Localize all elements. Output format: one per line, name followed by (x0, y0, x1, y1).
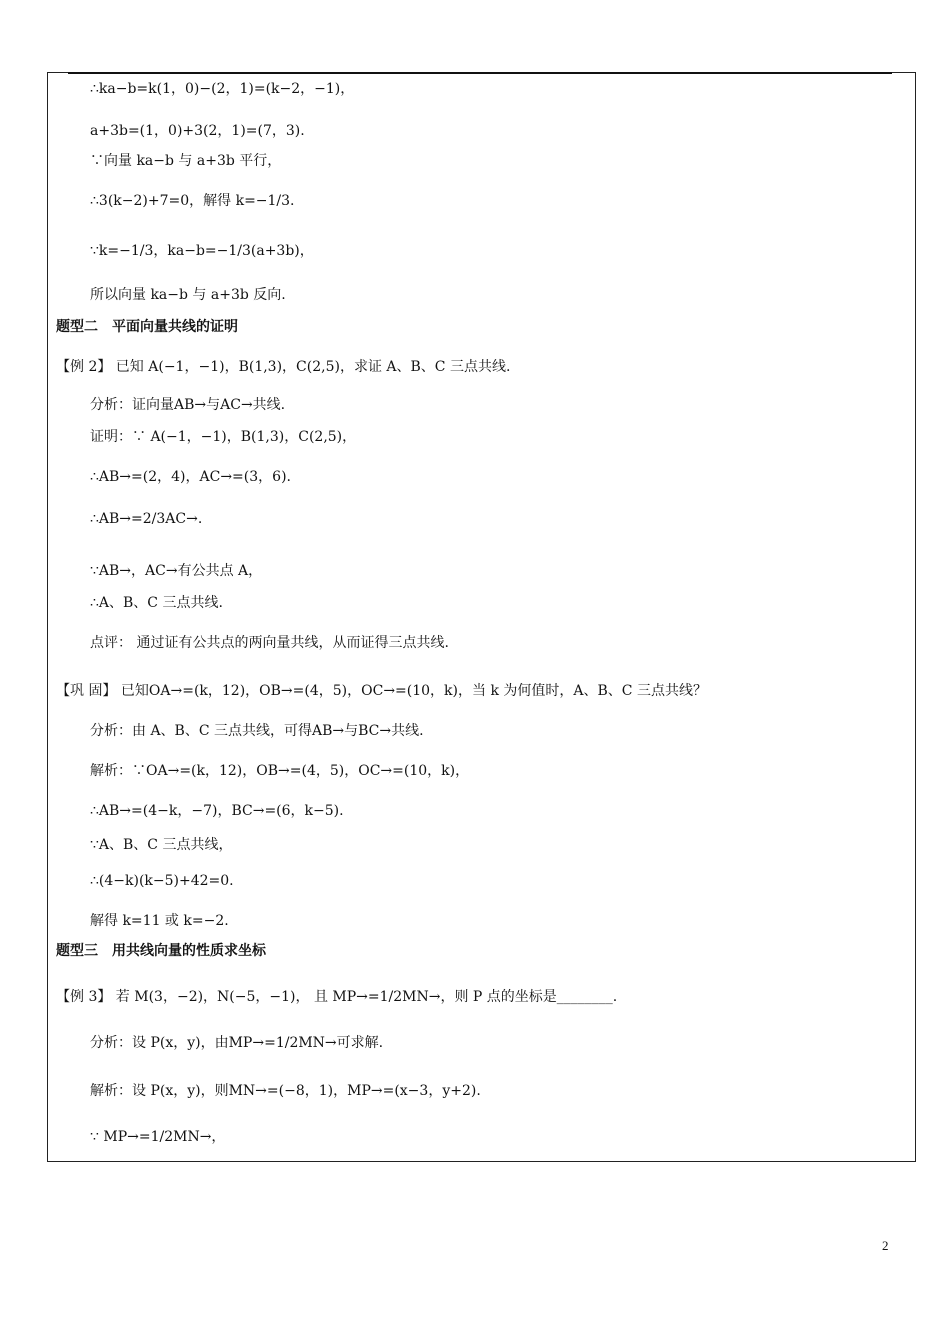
section-heading: 题型三 用共线向量的性质求坐标 (56, 943, 266, 959)
text-line: ∴3(k−2)+7=0，解得 k=−1/3. (90, 193, 295, 209)
text-line: 点评： 通过证有公共点的两向量共线，从而证得三点共线. (90, 635, 449, 651)
text-line: ∵A、B、C 三点共线， (90, 837, 233, 853)
header-rule (68, 72, 892, 74)
text-line: 所以向量 ka−b 与 a+3b 反向. (90, 287, 286, 303)
text-line: ∵向量 ka−b 与 a+3b 平行， (90, 153, 282, 169)
text-line: 【例 3】 若 M(3，−2)，N(−5，−1)， 且 MP→=1/2MN→，则 P 点的坐标是________. (56, 989, 618, 1005)
page-number: 2 (882, 1238, 889, 1253)
text-line: ∴AB→=2/3AC→. (90, 511, 203, 527)
text-line: ∴(4−k)(k−5)+42=0. (90, 873, 234, 889)
text-line: ∵AB→，AC→有公共点 A， (90, 563, 263, 579)
text-line: 【例 2】 已知 A(−1，−1)，B(1,3)，C(2,5)，求证 A、B、C 三点共线. (56, 359, 511, 375)
text-line: 证明：∵ A(−1，−1)，B(1,3)，C(2,5)， (90, 429, 357, 445)
text-line: ∵k=−1/3，ka−b=−1/3(a+3b)， (90, 243, 314, 259)
text-line: 【巩 固】 已知OA→=(k，12)，OB→=(4，5)，OC→=(10，k)，当 k 为何值时，A、B、C 三点共线？ (56, 683, 707, 699)
text-line: 分析：由 A、B、C 三点共线，可得AB→与BC→共线. (90, 723, 424, 739)
text-line: a+3b=(1，0)+3(2，1)=(7，3). (90, 123, 305, 139)
text-line: ∵ MP→=1/2MN→， (90, 1129, 226, 1145)
text-line: ∴A、B、C 三点共线. (90, 595, 223, 611)
text-line: ∴AB→=(2，4)，AC→=(3，6). (90, 469, 291, 485)
text-line: 解析：设 P(x，y)，则MN→=(−8，1)，MP→=(x−3，y+2). (90, 1083, 481, 1099)
text-line: 分析：证向量AB→与AC→共线. (90, 397, 286, 413)
text-line: 解得 k=11 或 k=−2. (90, 913, 229, 929)
section-heading: 题型二 平面向量共线的证明 (56, 319, 238, 335)
text-line: ∴ka−b=k(1，0)−(2，1)=(k−2，−1)， (90, 81, 355, 97)
text-line: ∴AB→=(4−k，−7)，BC→=(6，k−5). (90, 803, 344, 819)
text-line: 解析：∵OA→=(k，12)，OB→=(4，5)，OC→=(10，k)， (90, 763, 470, 779)
text-line: 分析：设 P(x，y)，由MP→=1/2MN→可求解. (90, 1035, 384, 1051)
